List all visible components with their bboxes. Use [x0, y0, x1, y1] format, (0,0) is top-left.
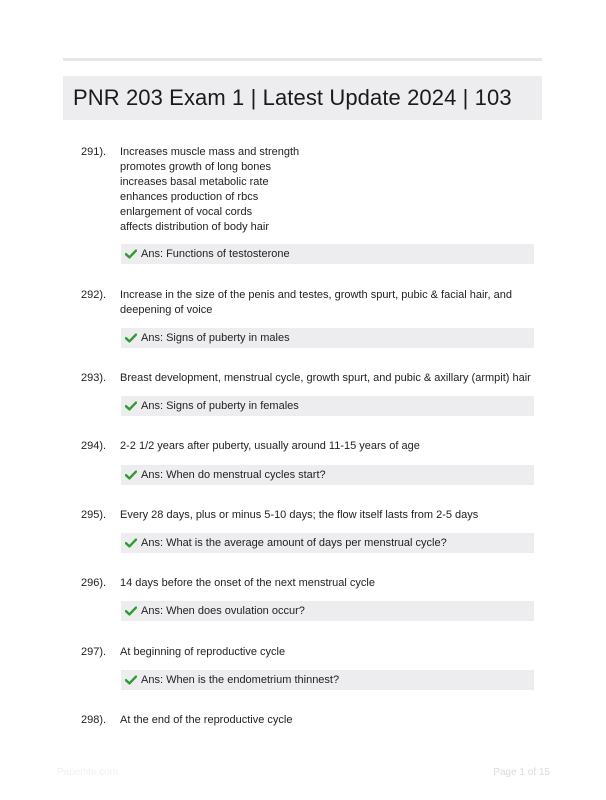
answer-box [121, 328, 534, 348]
check-icon [125, 675, 137, 685]
question-number: 296). [81, 577, 107, 589]
answer-box [121, 601, 534, 621]
question-line: promotes growth of long bones [120, 161, 272, 173]
question-line: affects distribution of body hair [120, 221, 269, 233]
answer-box [121, 670, 534, 690]
answer-text: Ans: When do menstrual cycles start? [141, 469, 326, 481]
question-line: deepening of voice [120, 304, 213, 316]
question-text [120, 645, 530, 660]
question-text [120, 288, 530, 318]
page-indicator: Page 1 of 15 [493, 767, 550, 778]
question-number: 295). [81, 509, 107, 521]
answer-text: Ans: Signs of puberty in females [141, 400, 299, 412]
question-text [120, 713, 530, 728]
question-line: Every 28 days, plus or minus 5-10 days; the flow itself lasts from 2-5 days [120, 509, 479, 521]
question-number: 298). [81, 714, 107, 726]
check-icon [125, 606, 137, 616]
answer-box [121, 244, 534, 264]
question-line: At the end of the reproductive cycle [120, 714, 293, 726]
question-line: 2-2 1/2 years after puberty, usually around 11-15 years of age [120, 440, 420, 452]
check-icon [125, 249, 137, 259]
check-icon [125, 333, 137, 343]
answer-box [121, 465, 534, 485]
answer-text: Ans: Functions of testosterone [141, 248, 290, 260]
top-divider [63, 58, 542, 61]
question-line: At beginning of reproductive cycle [120, 646, 286, 658]
question-line: enlargement of vocal cords [120, 206, 253, 218]
answer-text: Ans: What is the average amount of days per menstrual cycle? [141, 537, 447, 549]
question-number: 297). [81, 646, 107, 658]
question-line: Increase in the size of the penis and testes, growth spurt, pubic & facial hair, and [120, 289, 512, 301]
check-icon [125, 401, 137, 411]
question-number: 292). [81, 289, 107, 301]
check-icon [125, 470, 137, 480]
question-text [120, 145, 530, 235]
question-text [120, 439, 530, 454]
title-bar [63, 76, 542, 120]
question-text [120, 371, 530, 386]
question-line: 14 days before the onset of the next menstrual cycle [120, 577, 375, 589]
question-text [120, 576, 530, 591]
check-icon [125, 538, 137, 548]
answer-box [121, 396, 534, 416]
answer-text: Ans: When does ovulation occur? [141, 605, 305, 617]
answer-text: Ans: Signs of puberty in males [141, 332, 290, 344]
question-number: 291). [81, 146, 107, 158]
answer-text: Ans: When is the endometrium thinnest? [141, 674, 340, 686]
question-line: Increases muscle mass and strength [120, 146, 300, 158]
question-line: enhances production of rbcs [120, 191, 259, 203]
question-line: Breast development, menstrual cycle, growth spurt, and pubic & axillary (armpit) hair [120, 372, 531, 384]
page-title: PNR 203 Exam 1 | Latest Update 2024 | 103 [73, 85, 512, 110]
question-line: increases basal metabolic rate [120, 176, 269, 188]
answer-box [121, 533, 534, 553]
question-number: 294). [81, 440, 107, 452]
question-number: 293). [81, 372, 107, 384]
question-text [120, 508, 530, 523]
footer-site: Paperlibr.com [57, 767, 119, 778]
